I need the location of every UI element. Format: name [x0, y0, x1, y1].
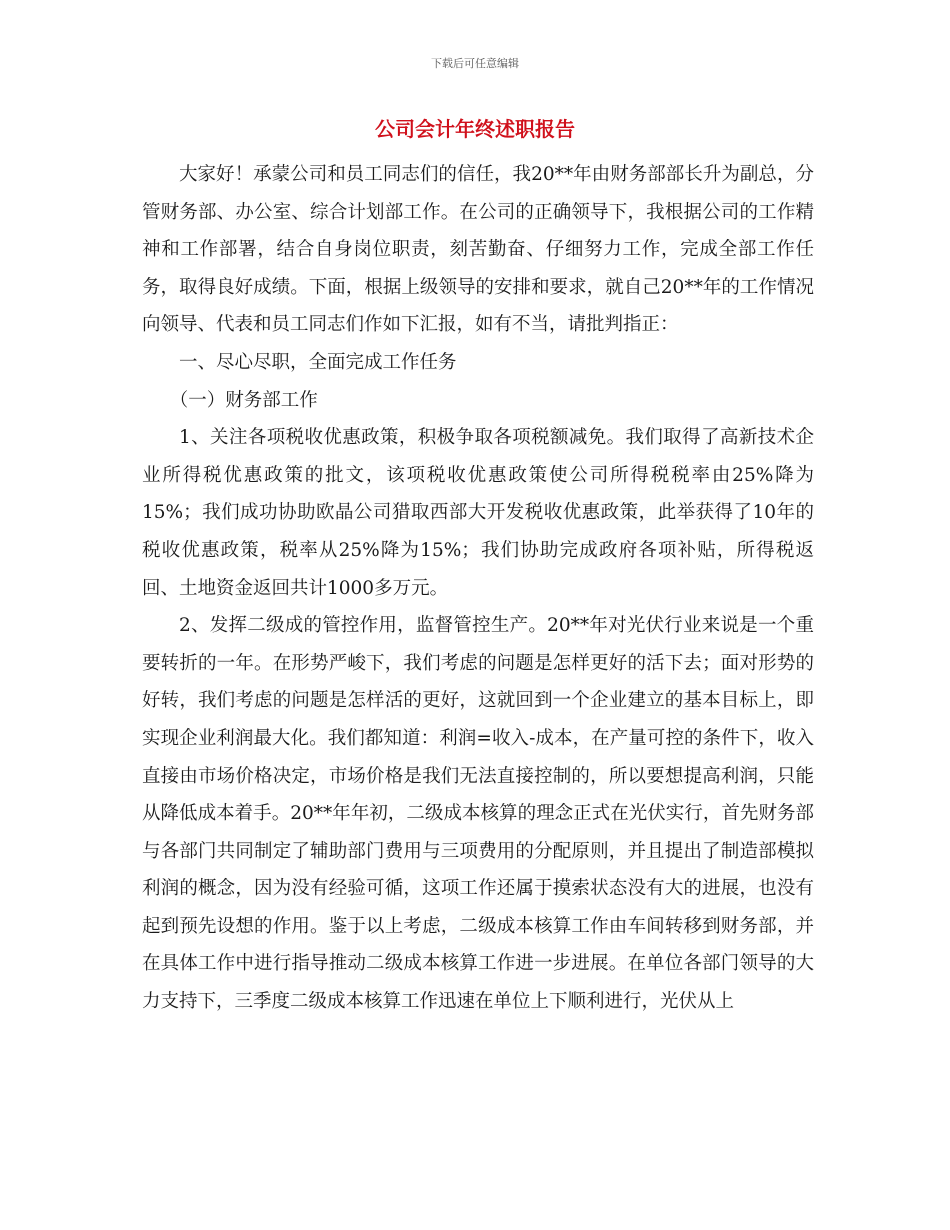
page-header-note: 下载后可任意编辑 [431, 57, 519, 70]
subsection-heading: （一）财务部工作 [169, 389, 318, 411]
section-heading: 一、尽心尽职，全面完成工作任务 [179, 351, 457, 373]
intro-paragraph: 大家好！承蒙公司和员工同志们的信任，我20**年由财务部部长升为副总，分管财务部、办公室、综合计划部工作。在公司的正确领导下，我根据公司的工作精神和工作部署，结合自身岗位职责，刻苦勤奋、仔细努力工作，完成全部工作任务，取得良好成绩。下面，根据上级领导的安排和要求，就自己20**年的工作情况向领导、代表和员工同志们作如下汇报，如有不当，请批判指正： [142, 164, 814, 336]
item-paragraph-2: 2、发挥二级成的管控作用，监督管控生产。20**年对光伏行业来说是一个重要转折的一年。在形势严峻下，我们考虑的问题是怎样更好的活下去；面对形势的好转，我们考虑的问题是怎样活的更好，这就回到一个企业建立的基本目标上，即实现企业利润最大化。我们都知道：利润=收入-成本，在产量可控的条件下，收入直接由市场价格决定，市场价格是我们无法直接控制的，所以要想提高利润，只能从降低成本着手。20**年年初，二级成本核算的理念正式在光伏实行，首先财务部与各部门共同制定了辅助部门费用与三项费用的分配原则，并且提出了制造部模拟利润的概念，因为没有经验可循，这项工作还属于摸索状态没有大的进展，也没有起到预先设想的作用。鉴于以上考虑，二级成本核算工作由车间转移到财务部，并在具体工作中进行指导推动二级成本核算工作进一步进展。在单位各部门领导的大力支持下，三季度二级成本核算工作迅速在单位上下顺利进行，光伏从上 [142, 615, 814, 1013]
item-paragraph-1: 1、关注各项税收优惠政策，积极争取各项税额减免。我们取得了高新技术企业所得税优惠政策的批文，该项税收优惠政策使公司所得税税率由25%降为15%；我们成功协助欧晶公司猎取西部大开发税收优惠政策，此举获得了10年的税收优惠政策，税率从25%降为15%；我们协助完成政府各项补贴，所得税返回、土地资金返回共计1000多万元。 [142, 427, 814, 599]
document-title: 公司会计年终述职报告 [375, 117, 575, 141]
document-body [142, 156, 814, 1021]
